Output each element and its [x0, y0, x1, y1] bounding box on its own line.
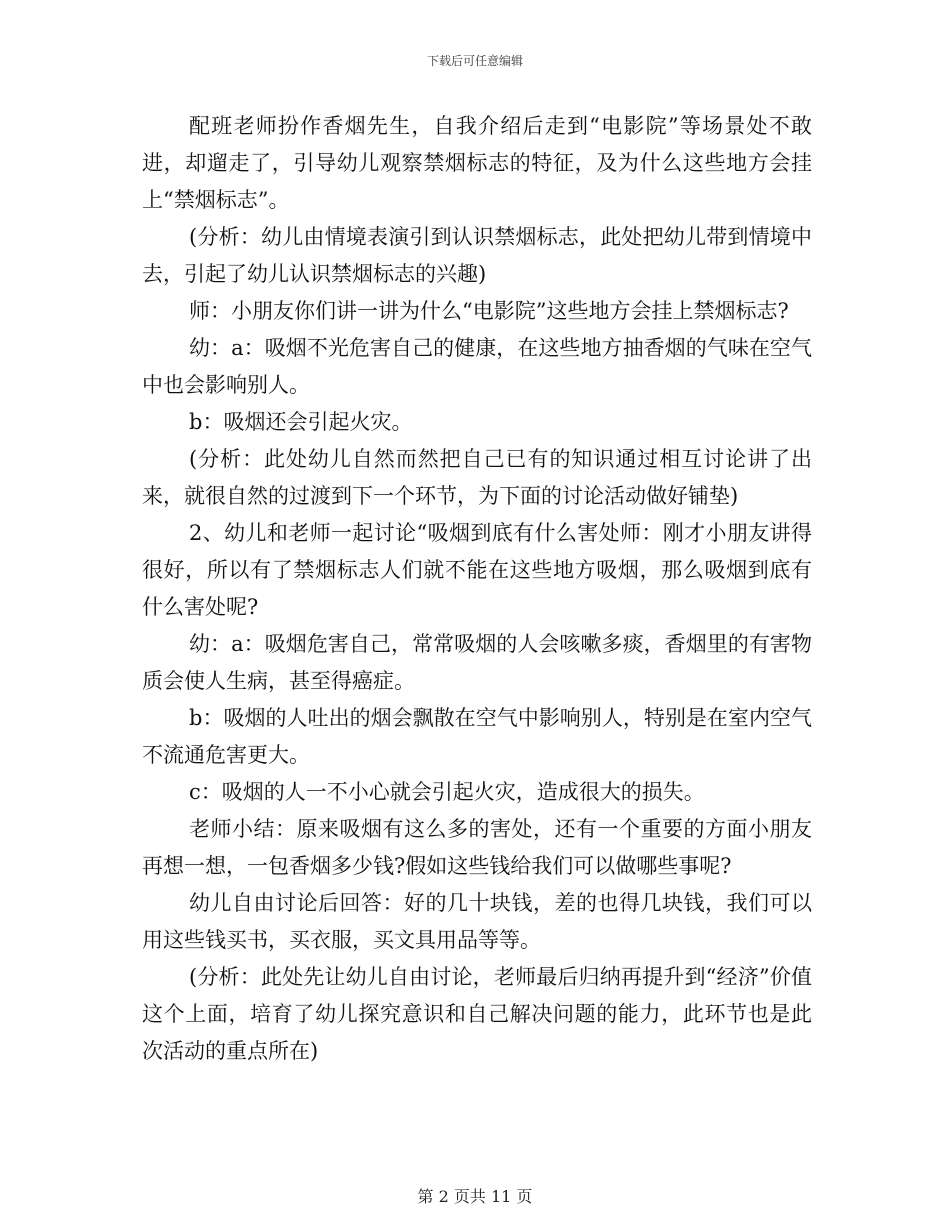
analysis-paragraph: (分析：此处先让幼儿自由讨论，老师最后归纳再提升到“经济”价值这个上面，培育了幼儿探究意识和自己解决问题的能力，此环节也是此次活动的重点所在) [142, 965, 812, 1063]
paragraph: 幼儿自由讨论后回答：好的几十块钱，差的也得几块钱，我们可以用这些钱买书，买衣服，买文具用品等等。 [142, 891, 812, 952]
page-header: 下载后可任意编辑 [426, 54, 523, 68]
paragraph: c：吸烟的人一不小心就会引起火灾，造成很大的损失。 [189, 780, 705, 804]
paragraph: 幼：a：吸烟危害自己，常常吸烟的人会咳嗽多痰，香烟里的有害物质会使人生病，甚至得癌症。 [142, 632, 812, 693]
document-body [142, 108, 812, 1070]
paragraph: 师：小朋友你们讲一讲为什么“电影院”这些地方会挂上禁烟标志? [189, 299, 789, 323]
paragraph: 配班老师扮作香烟先生，自我介绍后走到“电影院”等场景处不敢进，却遛走了，引导幼儿观察禁烟标志的特征，及为什么这些地方会挂上“禁烟标志”。 [142, 114, 812, 212]
paragraph: 老师小结：原来吸烟有这么多的害处，还有一个重要的方面小朋友再想一想，一包香烟多少钱?假如这些钱给我们可以做哪些事呢? [142, 817, 812, 878]
section-paragraph: 2、幼儿和老师一起讨论“吸烟到底有什么害处师：刚才小朋友讲得很好，所以有了禁烟标志人们就不能在这些地方吸烟，那么吸烟到底有什么害处呢? [142, 521, 812, 619]
analysis-paragraph: (分析：幼儿由情境表演引到认识禁烟标志，此处把幼儿带到情境中去，引起了幼儿认识禁烟标志的兴趣) [142, 225, 812, 286]
paragraph: b：吸烟的人吐出的烟会飘散在空气中影响别人，特别是在室内空气不流通危害更大。 [142, 706, 812, 767]
analysis-paragraph: (分析：此处幼儿自然而然把自己已有的知识通过相互讨论讲了出来，就很自然的过渡到下一个环节，为下面的讨论活动做好铺垫) [142, 447, 812, 508]
paragraph: 幼：a：吸烟不光危害自己的健康，在这些地方抽香烟的气味在空气中也会影响别人。 [142, 336, 812, 397]
paragraph: b：吸烟还会引起火灾。 [189, 410, 413, 434]
page-footer: 第 2 页共 11 页 [417, 1187, 533, 1206]
